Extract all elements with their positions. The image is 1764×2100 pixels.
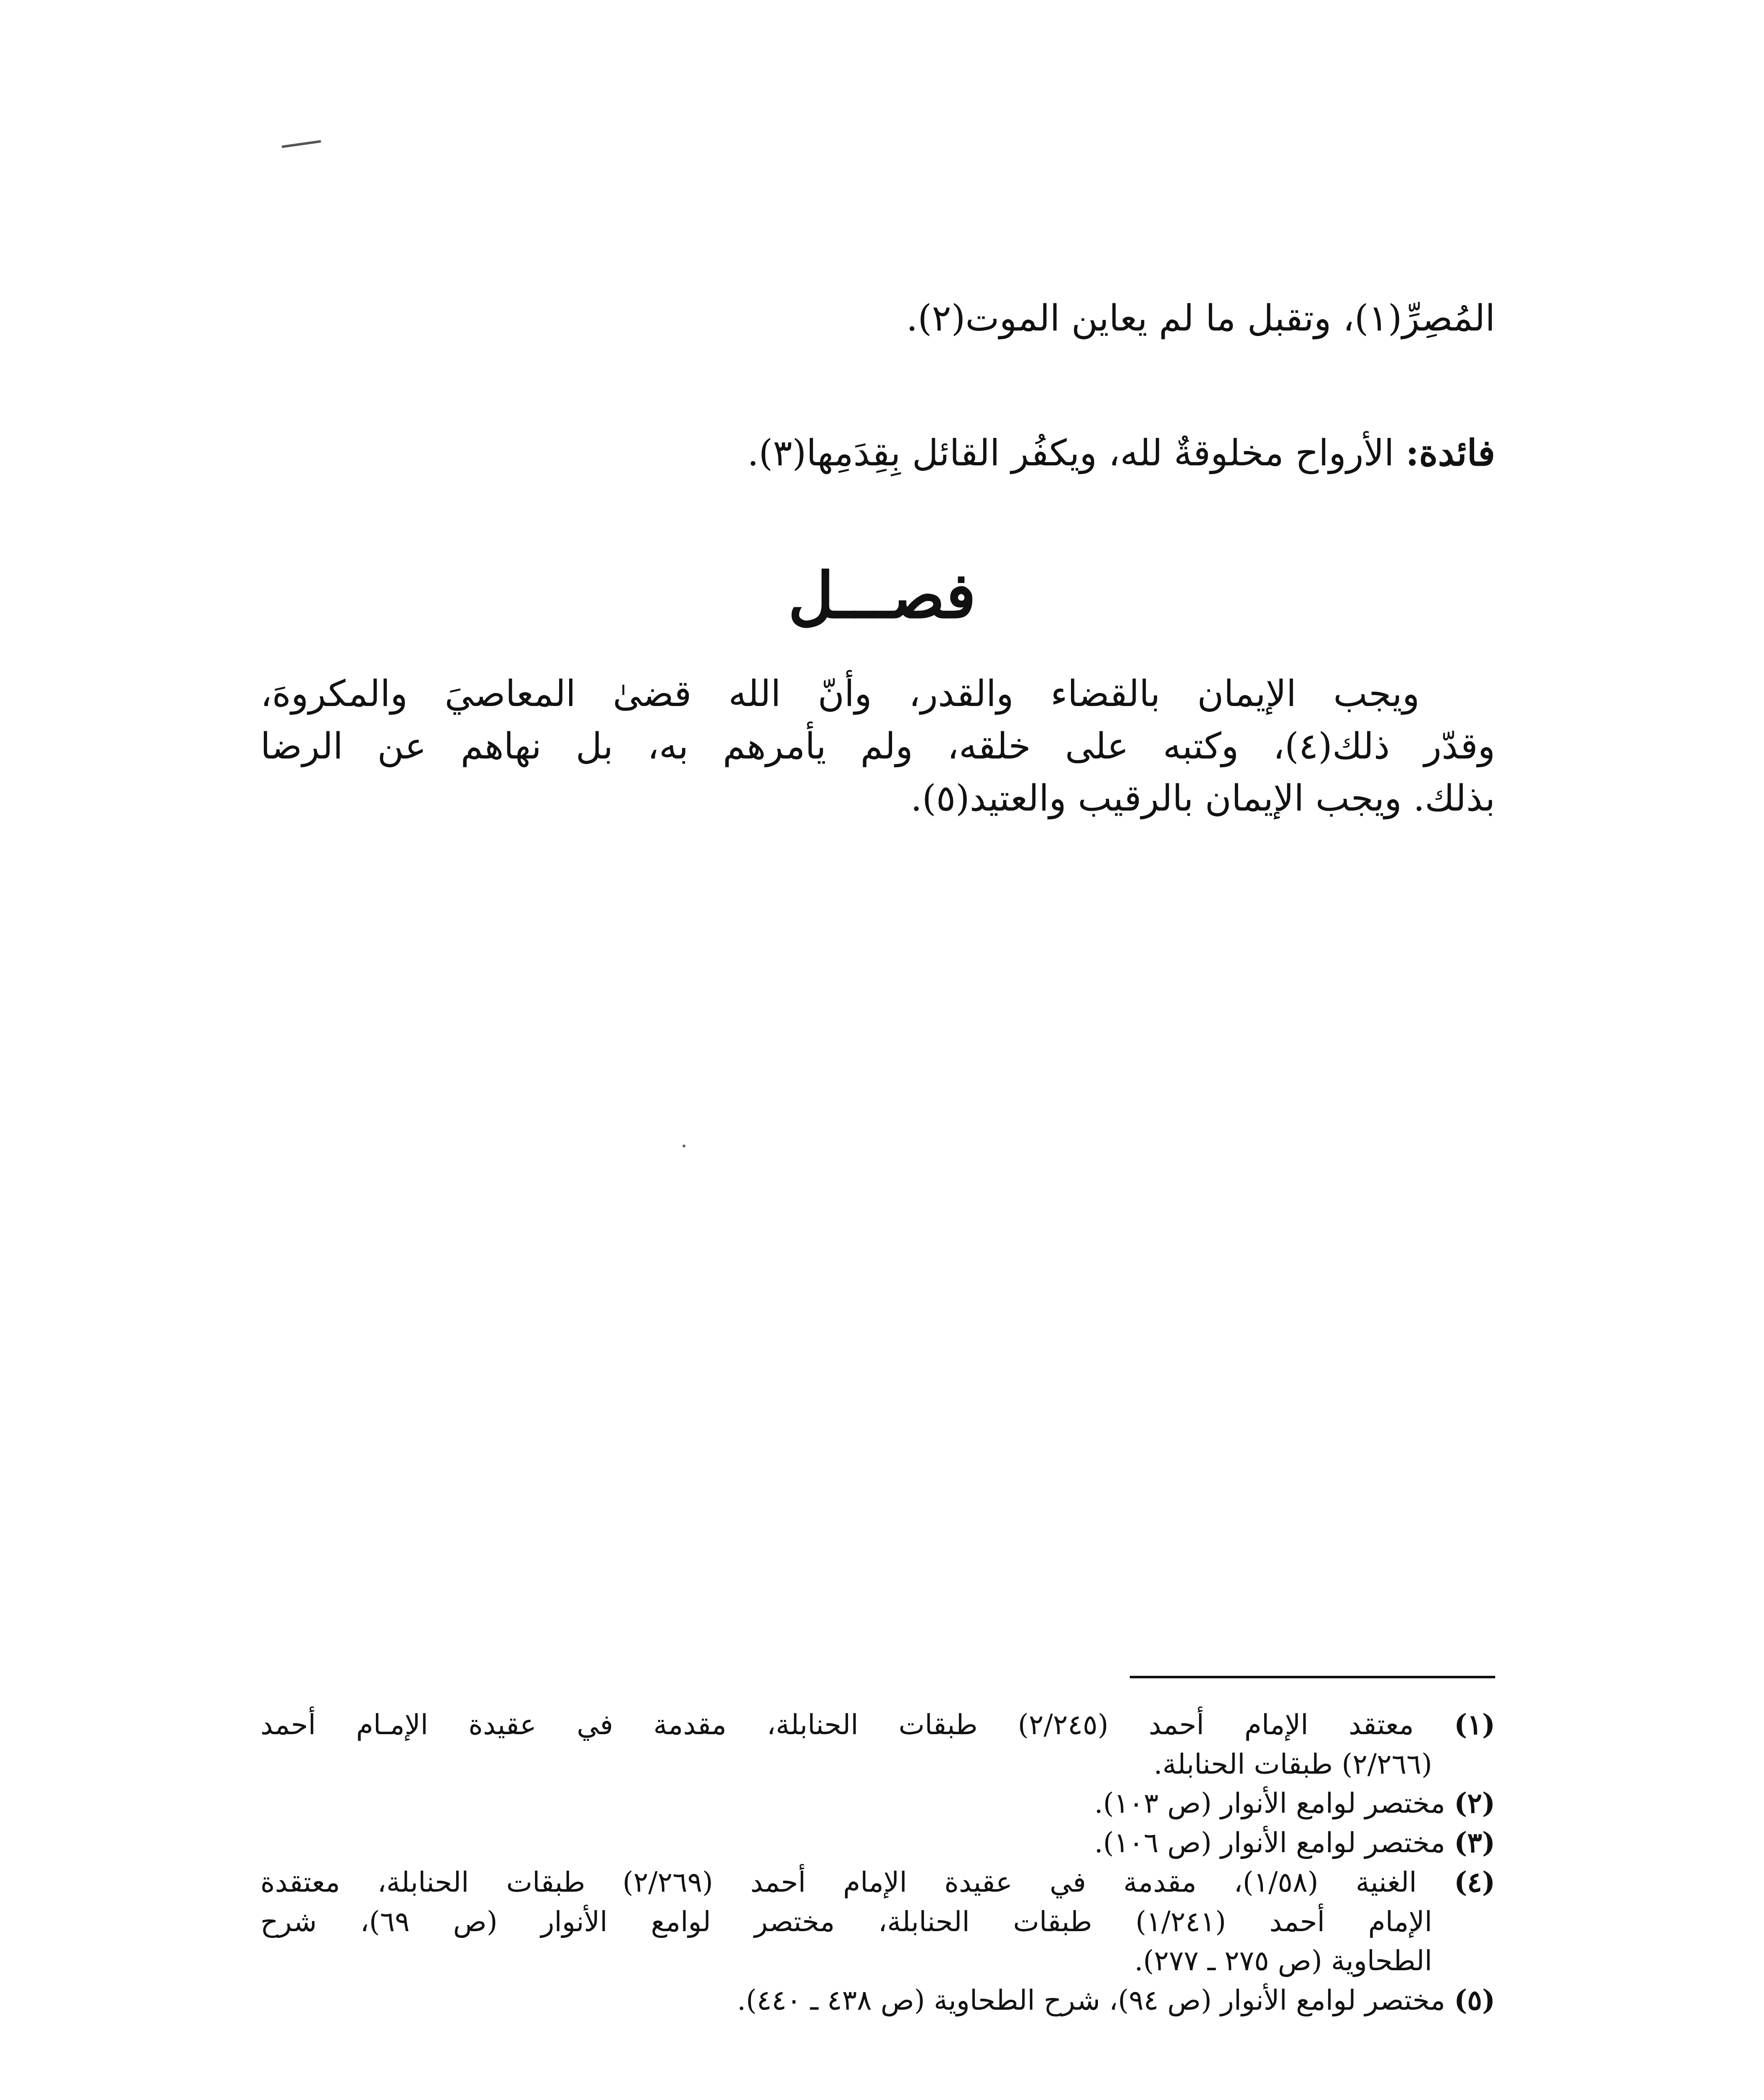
footnote-text: معتقد الإمام أحمد (٢/٢٤٥) طبقات الحنابلة، مقدمة في عقيدة الإمـام أحمد [260,1709,1454,1741]
footnote-text: مختصر لوامع الأنوار (ص ١٠٦). [1094,1827,1454,1859]
footnote-number: (٣) [1454,1826,1495,1859]
faida-text: الأرواح مخلوقةٌ لله، ويكفُر القائل بِقِدَمِها(٣). [747,432,1406,474]
scan-dot [682,1144,685,1147]
footnote-4 [260,1863,1495,1981]
footnote-text: الغنية (١/٥٨)، مقدمة في عقيدة الإمام أحمد (٢/٢٦٩) طبقات الحنابلة، معتقدة [260,1866,1454,1898]
footnote-separator [1130,1676,1495,1678]
section-line-2: وقدّر ذلك(٤)، وكتبه على خلقه، ولم يأمرهم به، بل نهاهم عن الرضا [260,725,1495,767]
footnote-1 [260,1705,1495,1784]
scan-mark [281,140,321,148]
faida-label: فائدة: [1405,432,1495,474]
footnote-2-line-1 [260,1784,1495,1823]
section-paragraph [260,668,1495,825]
footnote-3-line-1 [260,1823,1495,1863]
footnote-number: (١) [1454,1708,1496,1741]
footnotes-list [260,1705,1495,2020]
footnote-text: مختصر لوامع الأنوار (ص ٩٤)، شرح الطحاوية (ص ٤٣٨ ـ ٤٤٠). [737,1984,1454,2017]
footnote-3 [260,1823,1495,1863]
footnote-1-line-2: (٢/٢٦٦) طبقات الحنابلة. [1153,1748,1432,1780]
footnote-number: (٥) [1454,1984,1495,2017]
footnote-4-line-3: الطحاوية (ص ٢٧٥ ـ ٢٧٧). [1134,1945,1432,1977]
footnote-5 [260,1981,1495,2020]
faida-line [260,424,1495,483]
section-line-3: بذلك. ويجب الإيمان بالرقيب والعتيد(٥). [911,777,1495,820]
continuation-line: المُصِرِّ(١)، وتقبل ما لم يعاين الموت(٢). [906,297,1495,339]
footnote-text: مختصر لوامع الأنوار (ص ١٠٣). [1094,1787,1454,1820]
section-heading: فصـــل [788,559,976,633]
footnote-2 [260,1784,1495,1823]
footnote-number: (٢) [1454,1787,1495,1820]
footnote-4-line-1 [260,1863,1495,1902]
section-line-1 [260,668,1495,720]
footnote-4-line-2: الإمام أحمد (١/٢٤١) طبقات الحنابلة، مختصر لوامع الأنوار (ص ٦٩)، شرح [260,1905,1432,1938]
faida-paragraph [260,424,1495,483]
footnote-1-line-1 [260,1705,1495,1745]
section-line-1-text: ويجب الإيمان بالقضاء والقدر، وأنّ الله قضىٰ المعاصيَ والمكروهَ، [260,673,1420,715]
footnote-5-line-1 [260,1981,1495,2020]
continuation-paragraph [260,290,1495,348]
footnote-number: (٤) [1454,1865,1495,1898]
